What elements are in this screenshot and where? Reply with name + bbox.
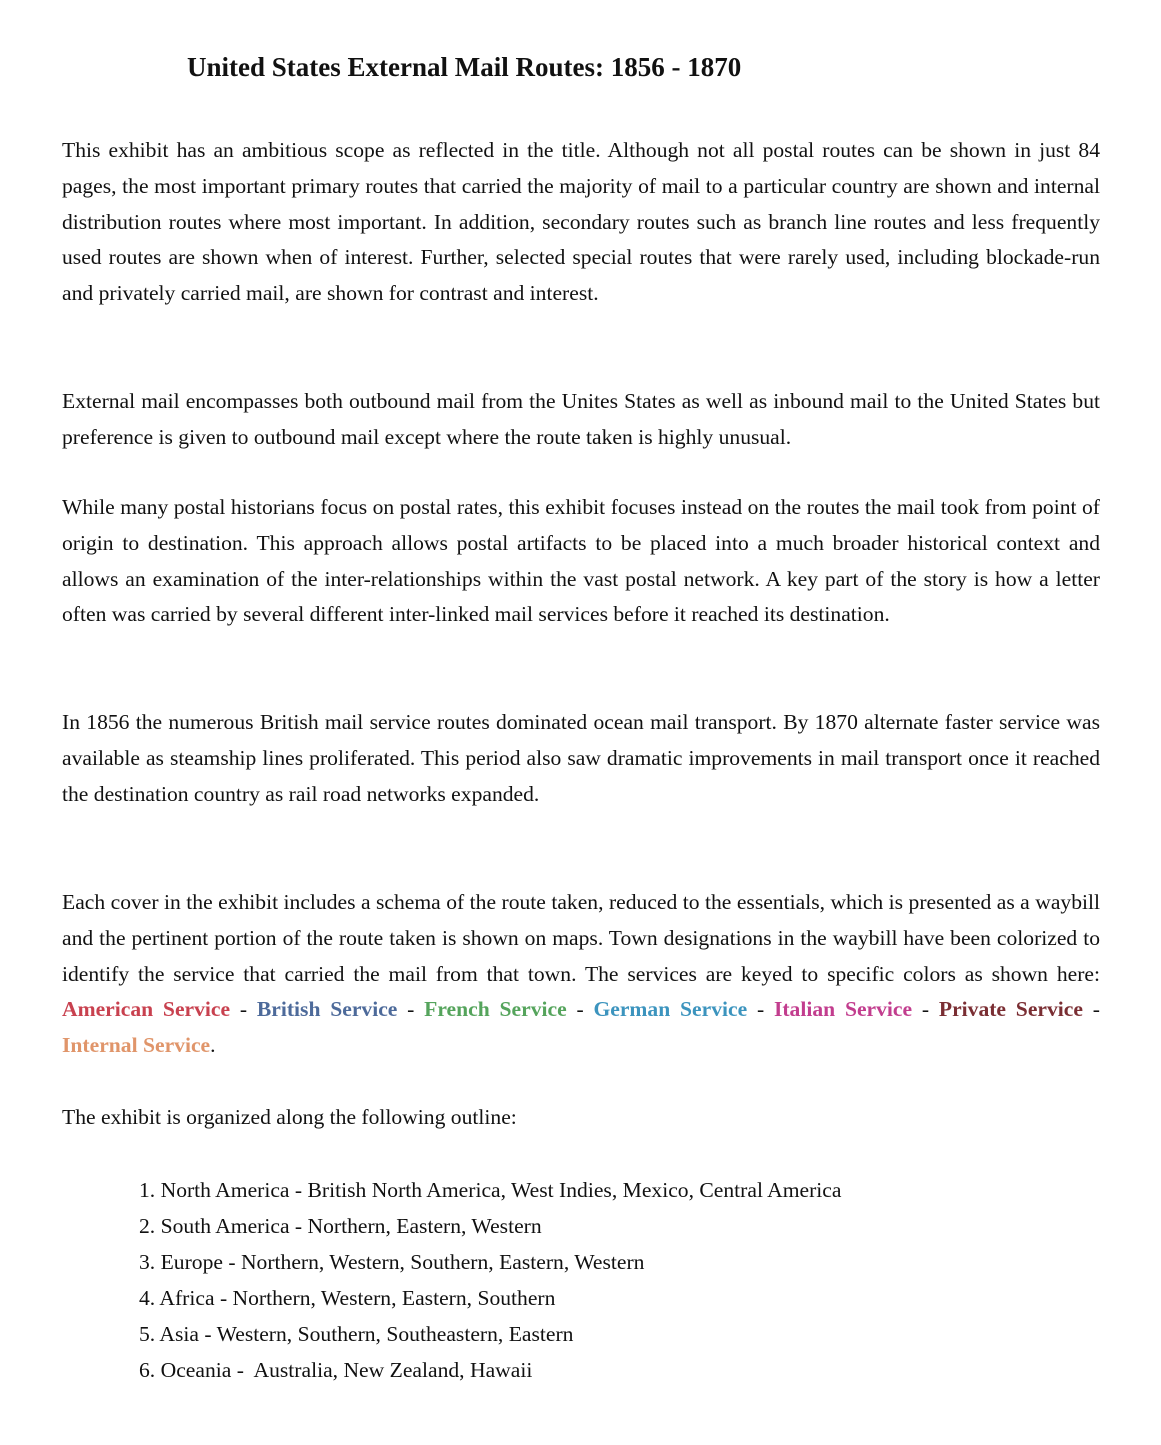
service-american: American Service <box>62 997 231 1022</box>
outline-list <box>139 1172 841 1388</box>
services-terminal: . <box>210 1033 216 1058</box>
routes-focus-paragraph: While many postal historians focus on postal rates, this exhibit focuses instead on the routes the mail took from point of origin to destination. This approach allows postal artifacts to be placed into a much broader historical context and allows an examination of the inter-relationships within the vast postal network. A key part of the story is how a letter often was carried by several different inter-linked mail services before it reached its destination. <box>62 495 1100 627</box>
outline-item: 3. Europe - Northern, Western, Southern, Eastern, Western <box>139 1250 645 1274</box>
intro-paragraph: This exhibit has an ambitious scope as reflected in the title. Although not all postal routes can be shown in just 84 pages, the most important primary routes that carried the majority of mail to a particular country are shown and internal distribution routes where most important. In addition, secondary routes such as branch line routes and less frequently used routes are shown when of interest. Further, selected special routes that were rarely used, including blockade-run and privately carried mail, are shown for contrast and interest. <box>62 138 1100 306</box>
service-german: German Service <box>593 997 748 1022</box>
outline-item: 2. South America - Northern, Eastern, Western <box>139 1214 542 1238</box>
service-separator: - <box>1082 997 1100 1022</box>
services-intro-text: Each cover in the exhibit includes a schema of the route taken, reduced to the essentials, which is presented as a waybill and the pertinent portion of the route taken is shown on maps. Town designations in the waybill have been colorized to identify the service that carried the mail from that town. The services are keyed to specific colors as shown here: <box>62 890 1100 986</box>
outline-item: 4. Africa - Northern, Western, Eastern, Southern <box>139 1286 556 1310</box>
service-separator: - <box>230 997 257 1022</box>
service-private: Private Service <box>938 997 1083 1022</box>
history-paragraph: In 1856 the numerous British mail service routes dominated ocean mail transport. By 1870 alternate faster service was available as steamship lines proliferated. This period also saw dramatic improvements in mail transport once it reached the destination country as rail road networks expanded. <box>62 710 1100 806</box>
service-italian: Italian Service <box>773 997 913 1022</box>
page-title: United States External Mail Routes: 1856 - 1870 <box>187 52 742 82</box>
outline-item: 5. Asia - Western, Southern, Southeastern, Eastern <box>139 1322 574 1346</box>
services-paragraph <box>62 885 1100 1064</box>
outline-item: 6. Oceania - Australia, New Zealand, Hawaii <box>139 1358 533 1382</box>
service-british: British Service <box>256 997 398 1022</box>
service-internal: Internal Service <box>62 1033 211 1058</box>
service-separator: - <box>912 997 939 1022</box>
external-mail-paragraph: External mail encompasses both outbound mail from the Unites States as well as inbound mail to the United States but preference is given to outbound mail except where the route taken is highly unusual. <box>62 389 1100 449</box>
service-separator: - <box>566 997 594 1022</box>
service-separator: - <box>397 997 425 1022</box>
outline-intro: The exhibit is organized along the following outline: <box>62 1105 517 1129</box>
service-separator: - <box>747 997 774 1022</box>
outline-item: 1. North America - British North America, West Indies, Mexico, Central America <box>139 1178 842 1202</box>
service-french: French Service <box>424 997 567 1022</box>
